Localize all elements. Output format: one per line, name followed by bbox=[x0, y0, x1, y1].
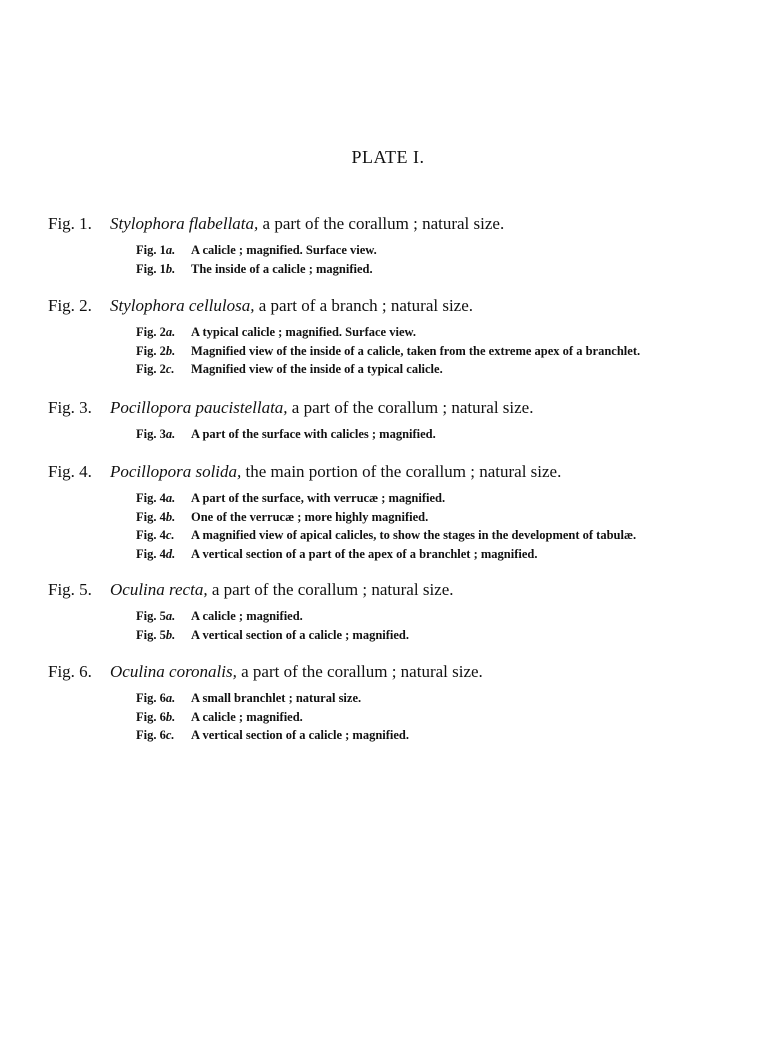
sub-figure bbox=[136, 545, 758, 564]
sub-figure-text: A calicle ; magnified. bbox=[191, 709, 303, 724]
figure-1 bbox=[48, 214, 758, 278]
sub-figure-text: A part of the surface, with verrucæ ; magnified. bbox=[191, 491, 446, 505]
sub-figure-label: Fig. 6c. bbox=[136, 728, 175, 742]
sub-figure bbox=[136, 425, 758, 444]
figure-description: a part of the corallum ; natural size. bbox=[258, 214, 505, 233]
species-name: Oculina recta, bbox=[110, 580, 208, 599]
figure-caption bbox=[48, 398, 758, 418]
figure-description: a part of a branch ; natural size. bbox=[254, 296, 474, 315]
figure-caption bbox=[48, 214, 758, 234]
species-name: Pocillopora paucistellata, bbox=[110, 398, 288, 417]
figure-4 bbox=[48, 462, 758, 563]
sub-figure-label: Fig. 2a. bbox=[136, 325, 176, 339]
sub-figure bbox=[136, 708, 758, 727]
sub-figure-text: Magnified view of the inside of a typical calicle. bbox=[191, 362, 443, 376]
sub-figure bbox=[136, 689, 758, 708]
sub-figure-text: A calicle ; magnified. bbox=[191, 609, 303, 623]
sub-figure-text: The inside of a calicle ; magnified. bbox=[191, 261, 373, 276]
sub-figure-label: Fig. 4b. bbox=[136, 509, 176, 524]
sub-figure-label: Fig. 1a. bbox=[136, 243, 176, 257]
sub-figure bbox=[136, 489, 758, 508]
sub-figure-label: Fig. 2b. bbox=[136, 343, 176, 358]
sub-figure-text: A part of the surface with calicles ; magnified. bbox=[191, 427, 436, 441]
species-name: Pocillopora solida, bbox=[110, 462, 242, 481]
figure-number: Fig. 6. bbox=[48, 662, 92, 681]
sub-figure bbox=[136, 323, 758, 342]
sub-figure bbox=[136, 726, 758, 745]
sub-figure-text: A vertical section of a calicle ; magnified. bbox=[191, 728, 409, 742]
figure-number: Fig. 3. bbox=[48, 398, 92, 417]
sub-figure-text: A magnified view of apical calicles, to show the stages in the development of tabulæ. bbox=[191, 528, 637, 542]
sub-figure bbox=[136, 241, 758, 260]
sub-figure-text: One of the verrucæ ; more highly magnified. bbox=[191, 509, 429, 524]
plate-title: PLATE I. bbox=[351, 147, 425, 167]
sub-figure-text: A typical calicle ; magnified. Surface view. bbox=[191, 325, 416, 339]
figure-number: Fig. 2. bbox=[48, 296, 92, 315]
figure-2 bbox=[48, 296, 758, 379]
figure-6 bbox=[48, 662, 758, 745]
figure-caption bbox=[48, 662, 758, 682]
sub-figure-text: Magnified view of the inside of a calicle, taken from the extreme apex of a branchlet. bbox=[191, 343, 641, 358]
sub-figure-text: A vertical section of a part of the apex of a branchlet ; magnified. bbox=[191, 546, 538, 561]
figure-caption bbox=[48, 462, 758, 482]
sub-figure bbox=[136, 508, 758, 527]
figure-description: a part of the corallum ; natural size. bbox=[236, 662, 483, 681]
sub-figure bbox=[136, 626, 758, 645]
sub-figure bbox=[136, 260, 758, 279]
sub-figure-label: Fig. 6a. bbox=[136, 691, 176, 705]
species-name: Oculina coronalis, bbox=[110, 662, 237, 681]
figure-caption bbox=[48, 580, 758, 600]
figure-caption bbox=[48, 296, 758, 316]
sub-figure bbox=[136, 342, 758, 361]
figure-description: a part of the corallum ; natural size. bbox=[207, 580, 454, 599]
species-name: Stylophora flabellata, bbox=[110, 214, 259, 233]
sub-figure-text: A calicle ; magnified. Surface view. bbox=[191, 243, 377, 257]
figure-description: a part of the corallum ; natural size. bbox=[287, 398, 534, 417]
sub-figure-text: A small branchlet ; natural size. bbox=[191, 691, 362, 705]
sub-figure-label: Fig. 3a. bbox=[136, 427, 176, 441]
sub-figure-text: A vertical section of a calicle ; magnified. bbox=[191, 627, 409, 642]
sub-figure bbox=[136, 526, 758, 545]
sub-figure-label: Fig. 4c. bbox=[136, 528, 175, 542]
figure-description: the main portion of the corallum ; natural size. bbox=[241, 462, 562, 481]
sub-figure bbox=[136, 360, 758, 379]
sub-figure-label: Fig. 5b. bbox=[136, 627, 176, 642]
sub-figure-label: Fig. 2c. bbox=[136, 362, 175, 376]
sub-figure bbox=[136, 607, 758, 626]
sub-figure-label: Fig. 5a. bbox=[136, 609, 176, 623]
figure-3 bbox=[48, 398, 758, 444]
figure-number: Fig. 5. bbox=[48, 580, 92, 599]
sub-figure-label: Fig. 4d. bbox=[136, 546, 176, 561]
species-name: Stylophora cellulosa, bbox=[110, 296, 255, 315]
figure-5 bbox=[48, 580, 758, 644]
sub-figure-label: Fig. 4a. bbox=[136, 491, 176, 505]
sub-figure-label: Fig. 6b. bbox=[136, 709, 176, 724]
sub-figure-label: Fig. 1b. bbox=[136, 261, 176, 276]
figure-number: Fig. 1. bbox=[48, 214, 92, 233]
figure-number: Fig. 4. bbox=[48, 462, 92, 481]
